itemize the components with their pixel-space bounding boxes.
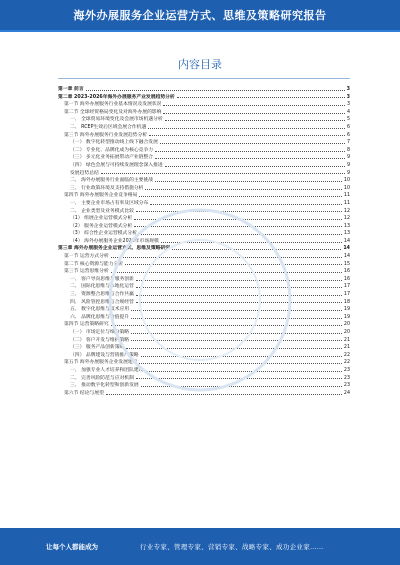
toc-leader-dots bbox=[131, 339, 342, 341]
toc-entry[interactable] bbox=[58, 208, 350, 216]
toc-entry-label: 一、 加强专业人才培养和团队建设 bbox=[70, 367, 144, 373]
toc-entry-label: 二、 国际化思维与本地化运营 bbox=[70, 284, 134, 290]
toc-entry-page: 20 bbox=[343, 330, 350, 335]
toc-entry-page: 7 bbox=[346, 140, 350, 146]
toc-leader-dots bbox=[165, 119, 345, 121]
toc-entry-page: 9 bbox=[346, 162, 350, 168]
toc-entry[interactable] bbox=[58, 200, 350, 208]
toc-entry[interactable] bbox=[58, 253, 350, 261]
toc-entry-label: （一） 市场定位与细分策略 bbox=[70, 330, 130, 335]
toc-leader-dots bbox=[145, 370, 341, 372]
toc-leader-dots bbox=[139, 195, 341, 197]
toc-entry-page: 6 bbox=[346, 132, 350, 138]
toc-leader-dots bbox=[139, 362, 341, 364]
toc-entry[interactable] bbox=[58, 245, 350, 253]
toc-leader-dots bbox=[134, 225, 342, 227]
toc-leader-dots bbox=[126, 347, 342, 349]
toc-entry-page: 19 bbox=[343, 314, 350, 320]
toc-leader-dots bbox=[150, 203, 342, 205]
toc-leader-dots bbox=[172, 248, 341, 250]
toc-entry-page: 3 bbox=[346, 87, 350, 92]
toc-entry-label: （二） 客户开发与维护策略 bbox=[70, 337, 130, 343]
toc-leader-dots bbox=[148, 127, 345, 129]
toc-entry-label: 三、 行业政策环境及支持措施分析 bbox=[70, 185, 144, 191]
toc-leader-dots bbox=[139, 233, 342, 235]
toc-leader-dots bbox=[145, 188, 341, 190]
toc-entry[interactable] bbox=[58, 139, 350, 147]
toc-entry-page: 17 bbox=[343, 292, 350, 298]
toc-entry[interactable] bbox=[58, 276, 350, 284]
toc-entry-page: 14 bbox=[343, 246, 350, 252]
toc-leader-dots bbox=[136, 286, 342, 288]
toc-leader-dots bbox=[136, 279, 342, 281]
toc-leader-dots bbox=[155, 180, 342, 182]
toc-entry-page: 24 bbox=[343, 390, 350, 396]
toc-entry-page: 22 bbox=[343, 352, 350, 358]
toc-leader-dots bbox=[106, 393, 342, 395]
toc-leader-dots bbox=[155, 150, 345, 152]
toc-entry-label: 二、 企业类型及业务模式比较 bbox=[70, 208, 134, 214]
toc-entry[interactable] bbox=[58, 192, 350, 200]
toc-entry-label: （二） 专业化、品牌化成为核心竞争力 bbox=[70, 147, 154, 153]
toc-entry[interactable] bbox=[58, 177, 350, 185]
toc-entry-page: 8 bbox=[346, 147, 350, 153]
report-title: 海外办展服务企业运营方式、思维及策略研究报告 bbox=[73, 9, 327, 22]
toc-leader-dots bbox=[101, 172, 345, 174]
toc-title: 内容目录 bbox=[178, 58, 222, 71]
toc-leader-dots bbox=[165, 165, 345, 167]
toc-entry-label: 一、 全球贸易环境变化及会展市场机遇分析 bbox=[70, 117, 163, 123]
toc-leader-dots bbox=[131, 317, 342, 319]
toc-entry[interactable] bbox=[58, 101, 350, 109]
toc-entry-page: 20 bbox=[343, 322, 350, 328]
toc-leader-dots bbox=[111, 324, 342, 326]
toc-leader-dots bbox=[163, 104, 344, 106]
toc-entry-page: 23 bbox=[343, 367, 350, 373]
toc-leader-dots bbox=[125, 263, 342, 265]
toc-entry[interactable] bbox=[58, 314, 350, 322]
toc-entry-label: 三、 推动数字化转型和创新发展 bbox=[70, 383, 139, 389]
toc-entry[interactable] bbox=[58, 147, 350, 155]
toc-entry-label: （3） 综合性企业运营模式分析 bbox=[70, 231, 137, 237]
toc-entry[interactable] bbox=[58, 230, 350, 238]
toc-entry-page: 23 bbox=[343, 383, 350, 389]
toc-entry-label: 一、 客户导向思维与服务创新 bbox=[70, 276, 134, 282]
toc-entry-page: 22 bbox=[343, 360, 350, 366]
toc-entry-label: 六、 品牌化思维与价值提升 bbox=[70, 314, 130, 320]
toc-entry-label: （4） 海外办展服务企业2023年市场规模 bbox=[70, 238, 159, 244]
toc-entry-page: 12 bbox=[343, 216, 350, 222]
table-of-contents bbox=[58, 86, 350, 397]
toc-entry-label: （四） 品牌建设与营销推广策略 bbox=[70, 352, 139, 358]
toc-entry-page: 14 bbox=[343, 238, 350, 244]
toc-entry-label: （三） 多元化业务拓展带动产业链整合 bbox=[70, 155, 154, 161]
toc-entry-page: 6 bbox=[346, 124, 350, 130]
toc-leader-dots bbox=[177, 96, 345, 98]
toc-leader-dots bbox=[163, 112, 344, 114]
toc-leader-dots bbox=[141, 355, 342, 357]
toc-entry[interactable] bbox=[58, 329, 350, 337]
toc-entry[interactable] bbox=[58, 124, 350, 132]
toc-entry-page: 21 bbox=[343, 337, 350, 343]
toc-entry[interactable] bbox=[58, 367, 350, 375]
toc-entry[interactable] bbox=[58, 238, 350, 246]
toc-leader-dots bbox=[149, 134, 345, 136]
toc-leader-dots bbox=[160, 142, 345, 144]
toc-entry-label: 第四节 运营策略研究 bbox=[64, 322, 109, 328]
toc-entry[interactable] bbox=[58, 116, 350, 124]
toc-entry[interactable] bbox=[58, 185, 350, 193]
toc-entry-label: 三、 资源整合思维与合作共赢 bbox=[70, 292, 134, 298]
toc-entry-page: 13 bbox=[343, 231, 350, 237]
toc-entry-label: （2） 服务企业运营模式分析 bbox=[70, 223, 133, 229]
toc-entry[interactable] bbox=[58, 375, 350, 383]
toc-entry[interactable] bbox=[58, 109, 350, 117]
toc-entry[interactable] bbox=[58, 86, 350, 94]
toc-entry-page: 13 bbox=[343, 223, 350, 229]
toc-entry[interactable] bbox=[58, 132, 350, 140]
toc-entry[interactable] bbox=[58, 382, 350, 390]
toc-entry[interactable] bbox=[58, 170, 350, 178]
toc-entry-label: （1） 组展企业运营模式分析 bbox=[70, 216, 133, 222]
toc-entry[interactable] bbox=[58, 162, 350, 170]
toc-entry[interactable] bbox=[58, 390, 350, 398]
toc-entry-page: 23 bbox=[343, 375, 350, 381]
toc-entry-label: 发展趋势总结 bbox=[70, 170, 99, 176]
toc-entry-page: 18 bbox=[343, 299, 350, 305]
toc-entry-page: 14 bbox=[343, 254, 350, 260]
toc-entry-page: 3 bbox=[346, 102, 350, 108]
toc-entry-label: 二、 完善风险防范与应对机制 bbox=[70, 375, 134, 381]
toc-entry-label: 第三章 海外办展服务企业运营方式、思维及策略研究 bbox=[58, 246, 171, 252]
toc-entry-page: 11 bbox=[343, 193, 350, 199]
toc-entry-page: 3 bbox=[346, 94, 350, 100]
toc-entry-label: 第六节 结论与展望 bbox=[64, 390, 104, 396]
toc-leader-dots bbox=[161, 241, 342, 243]
toc-entry[interactable] bbox=[58, 321, 350, 329]
toc-entry-page: 12 bbox=[343, 208, 350, 214]
toc-entry-label: 五、 数字化思维与技术应用 bbox=[70, 307, 130, 313]
toc-entry-page: 15 bbox=[343, 261, 350, 267]
toc-entry-label: 第一章 前言 bbox=[58, 87, 84, 92]
toc-entry-label: （一） 数字化转型推动线上线下融合发展 bbox=[70, 140, 158, 146]
toc-leader-dots bbox=[134, 218, 342, 220]
toc-entry-page: 16 bbox=[343, 276, 350, 282]
toc-entry-label: 四、 风险管控思维与合规经营 bbox=[70, 299, 134, 305]
toc-entry-page: 16 bbox=[343, 269, 350, 275]
toc-entry-page: 21 bbox=[343, 345, 350, 351]
toc-entry-label: 第五节 海外办展服务企业发展建议 bbox=[64, 360, 138, 366]
toc-entry-label: 第三节 海外办展服务行业发展趋势分析 bbox=[64, 132, 148, 138]
toc-leader-dots bbox=[136, 294, 342, 296]
toc-entry[interactable] bbox=[58, 337, 350, 345]
toc-entry-label: 第二节 核心资源与能力分析 bbox=[64, 261, 124, 267]
toc-entry-page: 10 bbox=[343, 178, 350, 184]
toc-entry[interactable] bbox=[58, 154, 350, 162]
toc-leader-dots bbox=[141, 385, 342, 387]
toc-entry-page: 19 bbox=[343, 307, 350, 313]
toc-entry[interactable] bbox=[58, 359, 350, 367]
toc-entry[interactable] bbox=[58, 352, 350, 360]
toc-entry-label: （三） 服务产品创新策略 bbox=[70, 345, 125, 351]
toc-entry-label: 第三节 运营思维分析 bbox=[64, 269, 109, 275]
toc-entry-page: 5 bbox=[346, 117, 350, 123]
report-header bbox=[0, 0, 400, 30]
toc-entry-label: （四） 绿色会展与可持续发展理念深入推进 bbox=[70, 162, 163, 168]
toc-title-rule bbox=[58, 78, 350, 79]
toc-entry[interactable] bbox=[58, 261, 350, 269]
toc-leader-dots bbox=[136, 210, 342, 212]
toc-entry-label: 第一节 运营方式分析 bbox=[64, 254, 109, 260]
toc-entry[interactable] bbox=[58, 299, 350, 307]
toc-entry-label: 二、 RCEP生效后区域会展合作机遇 bbox=[70, 124, 147, 130]
toc-entry[interactable] bbox=[58, 268, 350, 276]
toc-entry-label: 第二章 2023-2026年海外办展服务产业发展趋势分析 bbox=[58, 94, 175, 100]
toc-entry-page: 4 bbox=[346, 109, 350, 115]
report-footer bbox=[0, 528, 400, 565]
toc-entry[interactable] bbox=[58, 223, 350, 231]
toc-entry-page: 11 bbox=[343, 200, 350, 206]
toc-entry-label: 第一节 海外办展服务行业基本情况及发展状况 bbox=[64, 102, 162, 108]
toc-entry-page: 10 bbox=[343, 185, 350, 191]
header-divider bbox=[0, 30, 400, 32]
footer-tagline: 行业专家、管理专家、营销专家、战略专家、成功企业家…… bbox=[140, 543, 324, 551]
toc-entry-label: 第四节 海外办展服务企业竞争格局 bbox=[64, 193, 138, 199]
toc-entry-page: 17 bbox=[343, 284, 350, 290]
toc-leader-dots bbox=[111, 256, 342, 258]
toc-entry[interactable] bbox=[58, 291, 350, 299]
toc-leader-dots bbox=[131, 332, 342, 334]
footer-slogan: 让每个人都能成为 bbox=[46, 543, 98, 551]
toc-entry[interactable] bbox=[58, 344, 350, 352]
toc-entry-label: 二、 海外办展服务行业面临的主要挑战 bbox=[70, 178, 154, 184]
toc-entry-page: 9 bbox=[346, 155, 350, 161]
toc-leader-dots bbox=[86, 89, 345, 91]
toc-entry-page: 9 bbox=[346, 170, 350, 176]
toc-entry-label: 第二节 全球经贸格局变化及对海外办展的影响 bbox=[64, 109, 162, 115]
toc-entry[interactable] bbox=[58, 215, 350, 223]
toc-entry-label: 一、 主要企业市场占有率及区域分布 bbox=[70, 200, 149, 206]
toc-entry[interactable] bbox=[58, 283, 350, 291]
toc-leader-dots bbox=[136, 301, 342, 303]
toc-leader-dots bbox=[131, 309, 342, 311]
toc-leader-dots bbox=[155, 157, 345, 159]
toc-leader-dots bbox=[136, 377, 342, 379]
toc-leader-dots bbox=[111, 271, 342, 273]
toc-entry[interactable] bbox=[58, 94, 350, 102]
toc-entry[interactable] bbox=[58, 306, 350, 314]
